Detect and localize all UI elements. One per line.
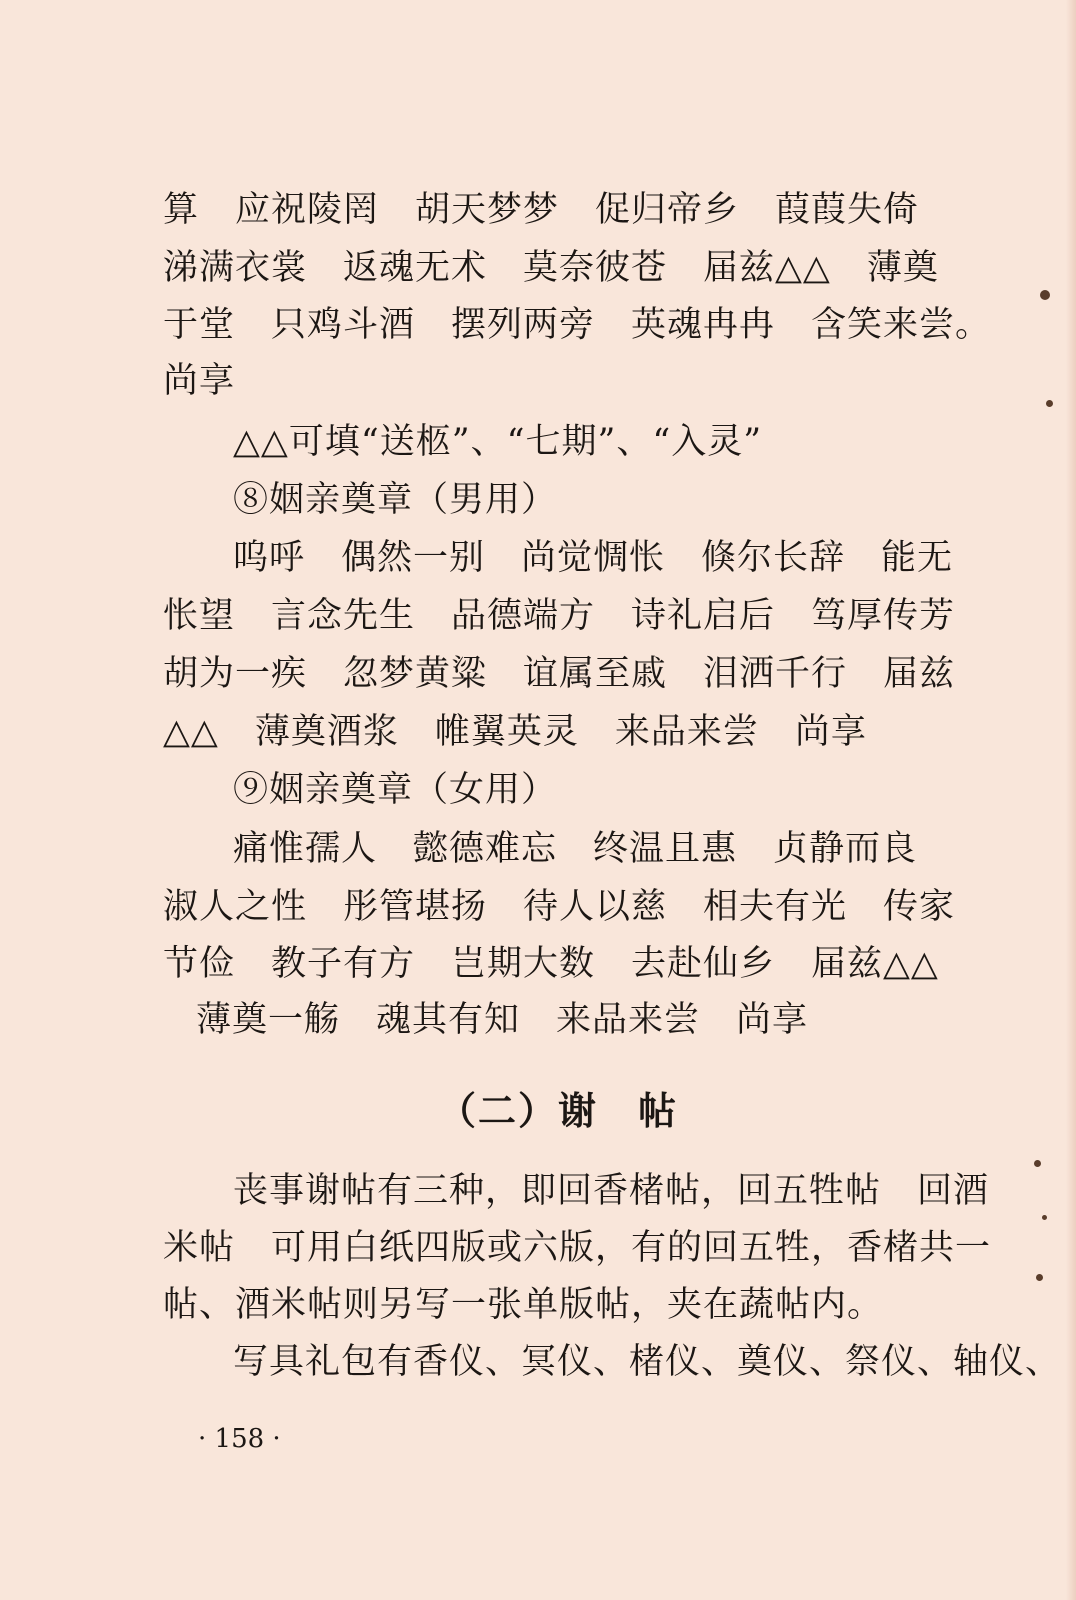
paper-speck bbox=[1042, 1215, 1047, 1220]
section-heading: （二）谢 帖 bbox=[437, 1088, 678, 1133]
text-line-2: 涕满衣裳 返魂无术 莫奈彼苍 届兹△△ 薄奠 bbox=[163, 248, 939, 288]
note-line: △△可填“送柩”、“七期”、“入灵” bbox=[233, 422, 763, 462]
paper-speck bbox=[1036, 1274, 1043, 1281]
text-line-9: 胡为一疾 忽梦黄粱 谊属至戚 泪洒千行 届兹 bbox=[163, 654, 956, 694]
section-text-line-1: 丧事谢帖有三种，即回香楮帖，回五牲帖 回酒 bbox=[233, 1171, 990, 1211]
text-line-7: 呜呼 偶然一别 尚觉惆怅 倏尔长辞 能无 bbox=[233, 538, 954, 578]
text-line-3: 于堂 只鸡斗酒 摆列两旁 英魂冉冉 含笑来尝。 bbox=[163, 305, 992, 345]
text-line-1: 算 应祝陵罔 胡天梦梦 促归帝乡 葭葭失倚 bbox=[163, 190, 920, 230]
text-line-13: 淑人之性 彤管堪扬 待人以慈 相夫有光 传家 bbox=[163, 887, 956, 927]
text-line-4: 尚享 bbox=[163, 361, 236, 401]
paper-speck bbox=[1034, 1160, 1041, 1167]
text-line-12: 痛惟孺人 懿德难忘 终温且惠 贞静而良 bbox=[233, 829, 918, 869]
text-line-10: △△ 薄奠酒浆 帷翼英灵 来品来尝 尚享 bbox=[163, 712, 867, 752]
text-line-14: 节俭 教子有方 岂期大数 去赴仙乡 届兹△△ bbox=[163, 944, 939, 984]
section-text-line-2: 米帖 可用白纸四版或六版，有的回五牲，香楮共一 bbox=[163, 1228, 992, 1268]
text-line-8: 怅望 言念先生 品德端方 诗礼启后 笃厚传芳 bbox=[163, 596, 956, 636]
page-number: · 158 · bbox=[198, 1424, 281, 1454]
paper-speck bbox=[1040, 290, 1050, 300]
section-text-line-3: 帖、酒米帖则另写一张单版帖，夹在蔬帖内。 bbox=[163, 1285, 884, 1325]
subsection-title-9: ⑨姻亲奠章（女用） bbox=[233, 770, 558, 810]
paper-speck bbox=[1046, 400, 1053, 407]
page-edge-shadow bbox=[1066, 0, 1076, 1600]
subsection-title-8: ⑧姻亲奠章（男用） bbox=[233, 480, 558, 520]
section-text-line-4: 写具礼包有香仪、冥仪、楮仪、奠仪、祭仪、轴仪、 bbox=[233, 1342, 1062, 1382]
text-line-15: 薄奠一觞 魂其有知 来品来尝 尚享 bbox=[196, 1000, 809, 1040]
